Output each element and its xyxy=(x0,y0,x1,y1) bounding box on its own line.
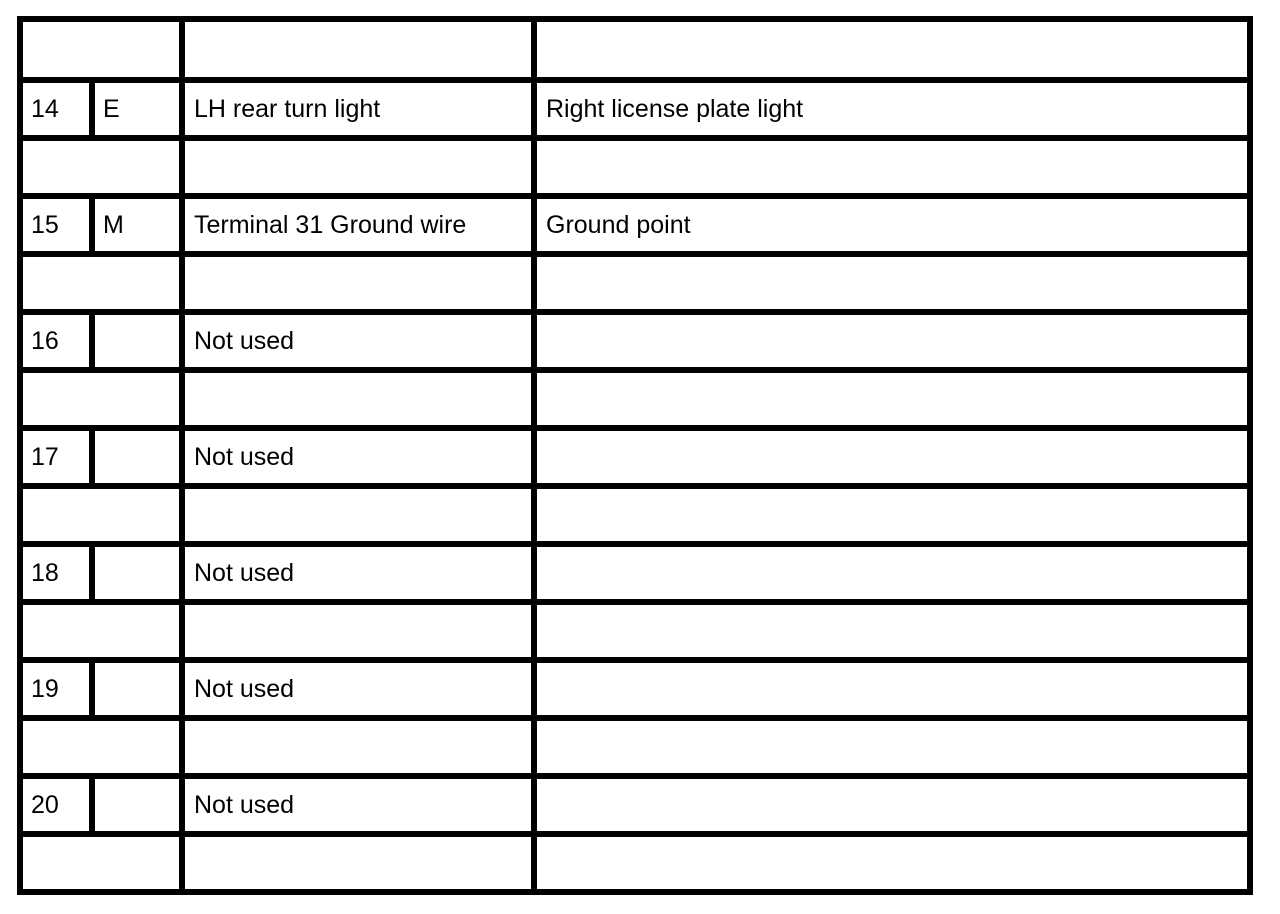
pin-cell: 20 xyxy=(20,776,92,834)
function-cell: Not used xyxy=(182,660,534,718)
code-cell xyxy=(92,718,182,776)
spacer-row xyxy=(20,138,1250,196)
function-cell: Not used xyxy=(182,776,534,834)
pin-cell xyxy=(20,602,92,660)
function-cell xyxy=(182,138,534,196)
code-cell xyxy=(92,19,182,80)
destination-cell xyxy=(534,718,1250,776)
table-row xyxy=(20,428,1250,486)
destination-cell xyxy=(534,486,1250,544)
pin-cell xyxy=(20,486,92,544)
function-cell xyxy=(182,19,534,80)
function-cell: LH rear turn light xyxy=(182,80,534,138)
spacer-row xyxy=(20,254,1250,312)
spacer-row xyxy=(20,19,1250,80)
destination-cell xyxy=(534,834,1250,892)
code-cell xyxy=(92,602,182,660)
pin-cell: 17 xyxy=(20,428,92,486)
pin-cell: 19 xyxy=(20,660,92,718)
code-cell: E xyxy=(92,80,182,138)
function-cell xyxy=(182,834,534,892)
function-cell xyxy=(182,370,534,428)
spacer-row xyxy=(20,370,1250,428)
table-row xyxy=(20,544,1250,602)
destination-cell xyxy=(534,660,1250,718)
table-row xyxy=(20,312,1250,370)
destination-cell xyxy=(534,544,1250,602)
function-cell: Not used xyxy=(182,544,534,602)
table-body xyxy=(20,19,1250,892)
code-cell xyxy=(92,370,182,428)
table-row xyxy=(20,776,1250,834)
destination-cell xyxy=(534,19,1250,80)
code-cell xyxy=(92,660,182,718)
destination-cell: Right license plate light xyxy=(534,80,1250,138)
pin-cell xyxy=(20,138,92,196)
function-cell xyxy=(182,602,534,660)
destination-cell xyxy=(534,312,1250,370)
destination-cell xyxy=(534,254,1250,312)
pin-cell: 16 xyxy=(20,312,92,370)
function-cell xyxy=(182,718,534,776)
pin-cell xyxy=(20,19,92,80)
code-cell xyxy=(92,544,182,602)
spacer-row xyxy=(20,718,1250,776)
table-row xyxy=(20,196,1250,254)
destination-cell xyxy=(534,428,1250,486)
code-cell xyxy=(92,312,182,370)
table-row xyxy=(20,660,1250,718)
pin-cell xyxy=(20,834,92,892)
spacer-row xyxy=(20,602,1250,660)
destination-cell xyxy=(534,138,1250,196)
table-row xyxy=(20,80,1250,138)
code-cell: M xyxy=(92,196,182,254)
pin-cell xyxy=(20,370,92,428)
destination-cell xyxy=(534,602,1250,660)
pin-cell: 18 xyxy=(20,544,92,602)
spacer-row xyxy=(20,486,1250,544)
function-cell: Not used xyxy=(182,428,534,486)
destination-cell xyxy=(534,370,1250,428)
function-cell xyxy=(182,486,534,544)
code-cell xyxy=(92,486,182,544)
pin-cell: 15 xyxy=(20,196,92,254)
spacer-row xyxy=(20,834,1250,892)
function-cell: Terminal 31 Ground wire xyxy=(182,196,534,254)
wiring-table xyxy=(17,16,1253,895)
code-cell xyxy=(92,254,182,312)
function-cell xyxy=(182,254,534,312)
code-cell xyxy=(92,138,182,196)
pin-cell xyxy=(20,254,92,312)
code-cell xyxy=(92,428,182,486)
destination-cell xyxy=(534,776,1250,834)
destination-cell: Ground point xyxy=(534,196,1250,254)
pin-cell xyxy=(20,718,92,776)
function-cell: Not used xyxy=(182,312,534,370)
pin-cell: 14 xyxy=(20,80,92,138)
code-cell xyxy=(92,834,182,892)
code-cell xyxy=(92,776,182,834)
